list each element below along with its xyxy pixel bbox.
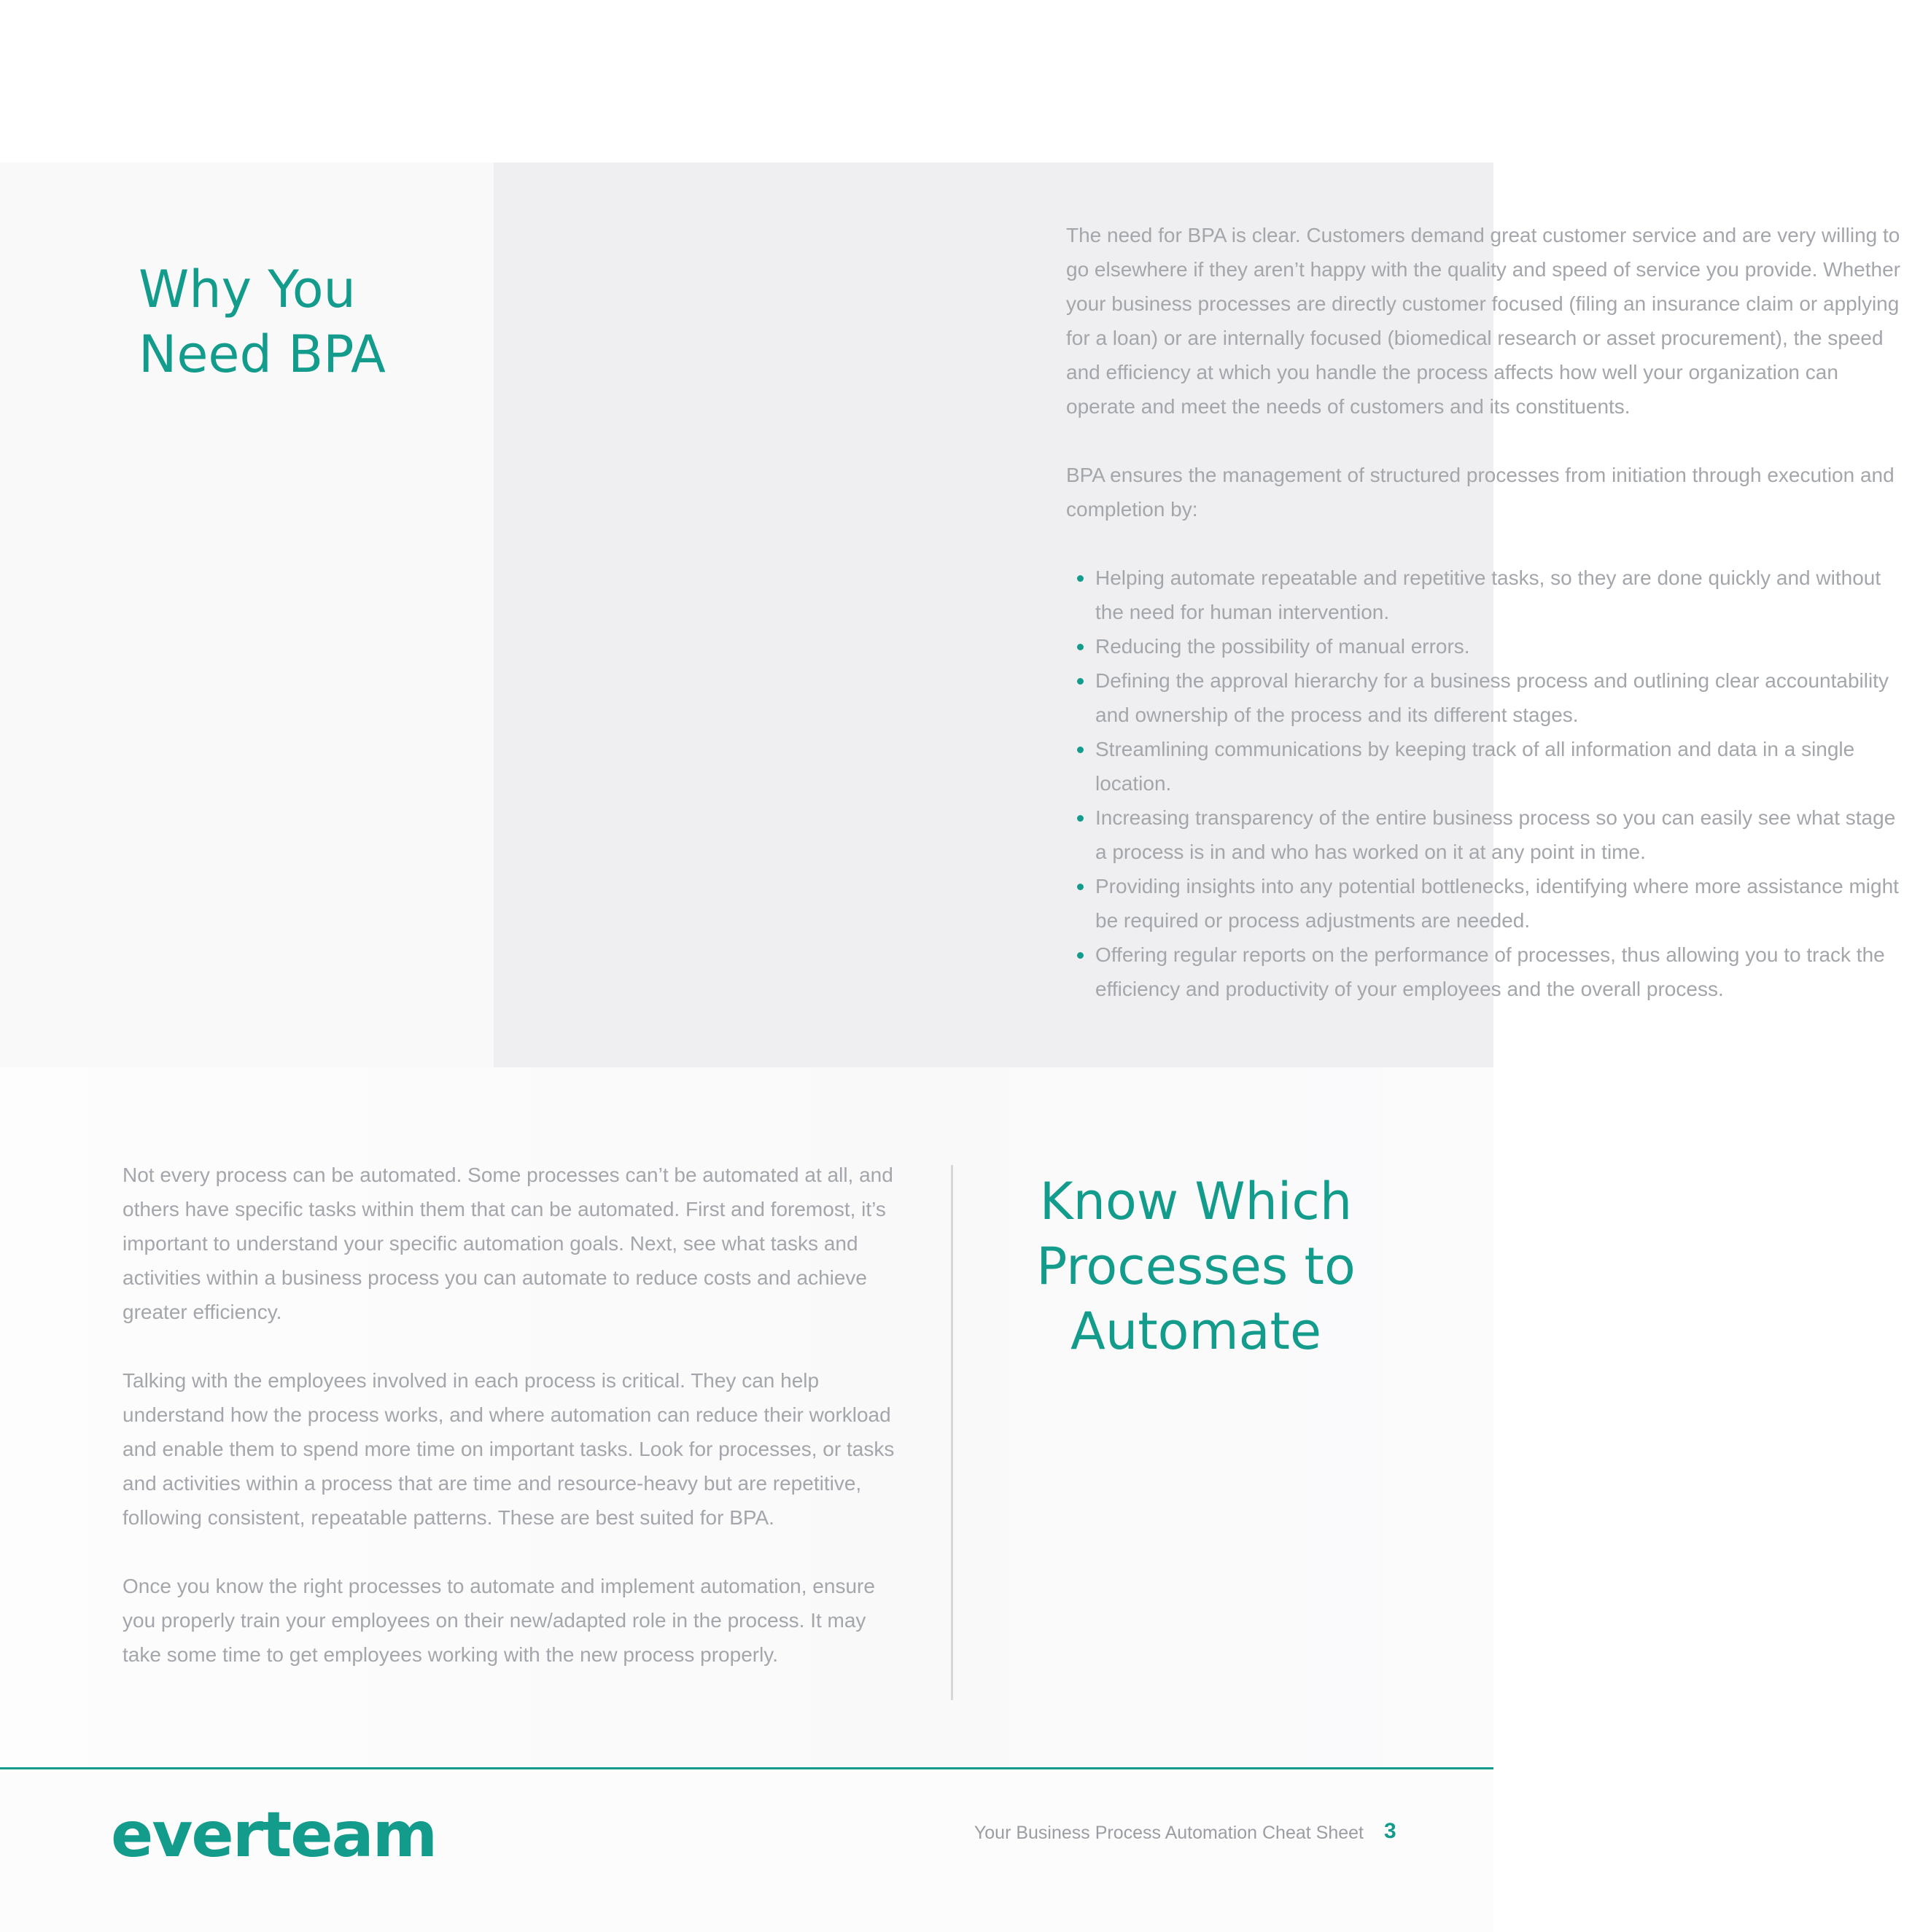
know-paragraph-3: Once you know the right processes to automate and implement automation, ensure you properly train your employees on their new/adapted role in the process. It may take some time to get employees working with the new process properly. [123,1575,875,1666]
list-item [1066,663,1912,732]
why-bpa-body [1066,218,1912,1006]
list-item [1066,561,1912,629]
bpa-benefits-list [1066,561,1912,1006]
why-bpa-section [0,163,1900,1067]
know-paragraph-1: Not every process can be automated. Some processes can’t be automated at all, and others have specific tasks within them that can be automated. First and foremost, it’s important to understand your specific automation goals. Next, see what tasks and activities within a business process you can automate to reduce costs and achieve greater efficiency. [123,1164,893,1323]
bullet-dot-icon [1077,678,1084,685]
list-item-text: Streamlining communications by keeping track of all information and data in a single location. [1095,738,1855,795]
list-item-text: Defining the approval hierarchy for a business process and outlining clear accountability and ownership of the process and its different stages. [1095,669,1889,726]
know-processes-section [0,1067,1493,1767]
bullet-dot-icon [1077,815,1084,822]
vertical-divider [951,1165,953,1700]
list-item-text: Providing insights into any potential bottlenecks, identifying where more assistance might be required or process adjustments are needed. [1095,875,1899,932]
bullet-dot-icon [1077,575,1084,582]
everteam-logo: everteam [111,1799,437,1871]
list-item [1066,801,1912,869]
list-item-text: Increasing transparency of the entire business process so you can easily see what stage a process is in and who has worked on it at any point in time. [1095,806,1896,863]
bullet-dot-icon [1077,747,1084,753]
list-item-text: Offering regular reports on the performance of processes, thus allowing you to track the efficiency and productivity of your employees and the overall process. [1095,943,1885,1000]
why-bpa-heading: Why You Need BPA [139,260,386,384]
bullet-dot-icon [1077,644,1084,650]
know-processes-heading: Know Which Processes to Automate [1036,1172,1356,1361]
document-title: Your Business Process Automation Cheat Sheet [974,1823,1364,1843]
list-item [1066,629,1912,663]
why-bpa-intro: The need for BPA is clear. Customers demand great customer service and are very willing to go elsewhere if they aren’t happy with the quality and speed of service you provide. Whether your business processes are directly customer focused (filing an insurance claim or applying for a loan) or are internally focused (biomedical research or asset procurement), the speed and efficiency at which you handle the process affects how well your organization can operate and meet the needs of customers and its constituents. [1066,224,1900,418]
why-bpa-content-panel [494,163,1900,1067]
list-item-text: Reducing the possibility of manual errors. [1095,635,1470,658]
page-number: 3 [1384,1819,1396,1843]
page-footer [0,1769,1493,1932]
list-item-text: Helping automate repeatable and repetitive tasks, so they are done quickly and without the need for human intervention. [1095,566,1881,623]
list-item [1066,869,1912,938]
know-paragraph-2: Talking with the employees involved in each process is critical. They can help understand how the process works, and where automation can reduce their workload and enable them to spend more time on important tasks. Look for processes, or tasks and activities within a process that are time and resource-heavy but are repetitive, following consistent, repeatable patterns. These are best suited for BPA. [123,1369,895,1529]
know-processes-body [123,1158,910,1706]
bullet-dot-icon [1077,884,1084,890]
bullet-dot-icon [1077,952,1084,959]
why-bpa-lead: BPA ensures the management of structured processes from initiation through execution and completion by: [1066,464,1894,521]
list-item [1066,938,1912,1006]
list-item [1066,732,1912,801]
